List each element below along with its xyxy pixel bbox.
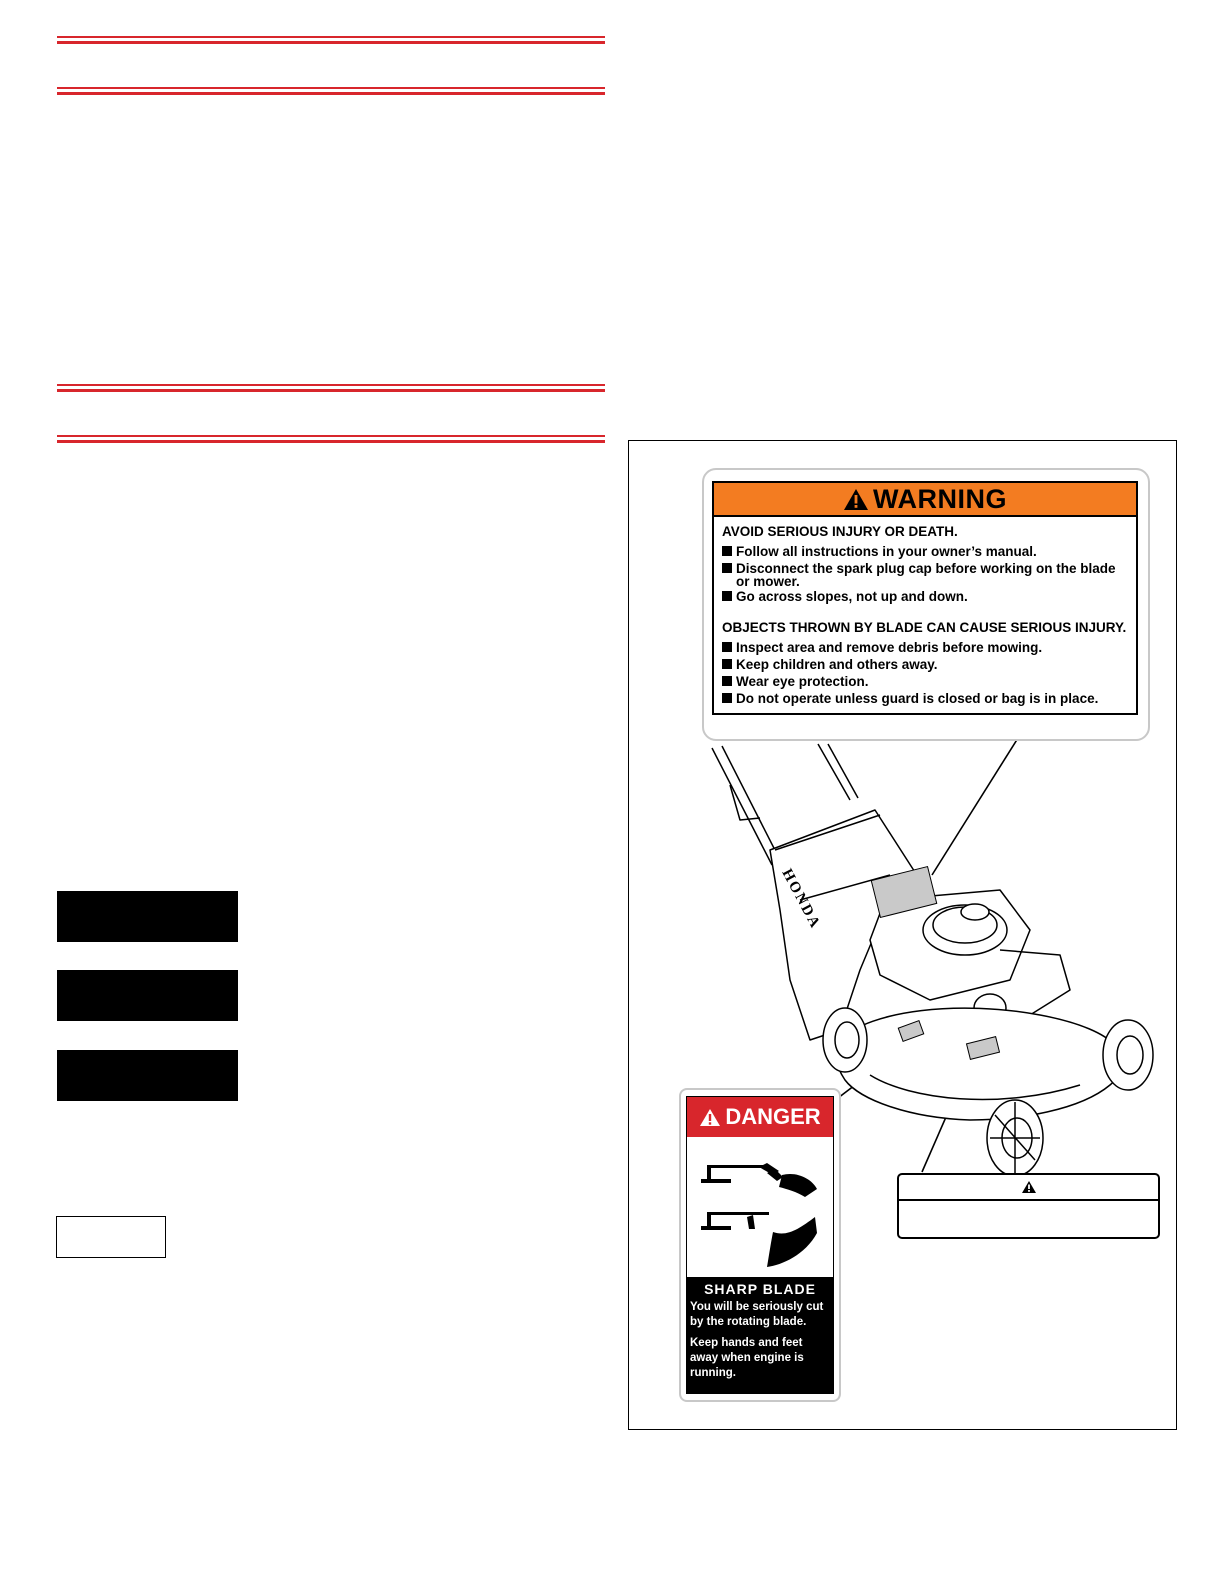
warning-header <box>714 483 1136 517</box>
warning-item: Do not operate unless guard is closed or bag is in place. <box>722 690 1128 707</box>
warning-heading: AVOID SERIOUS INJURY OR DEATH. <box>722 524 958 539</box>
danger-label <box>679 1088 841 1402</box>
alert-triangle-icon <box>1021 1180 1037 1194</box>
section-rule <box>57 435 605 444</box>
warning-item: Follow all instructions in your owner’s manual. <box>722 543 1128 560</box>
warning-item: Go across slopes, not up and down. <box>722 588 1128 605</box>
danger-title: SHARP BLADE <box>704 1281 816 1297</box>
alert-triangle-icon <box>699 1108 721 1127</box>
redacted-block <box>57 891 238 942</box>
warning-signal-word: WARNING <box>873 483 1007 514</box>
warning-item: Wear eye protection. <box>722 673 1128 690</box>
warning-item: Inspect area and remove debris before mowing. <box>722 639 1128 656</box>
warning-item: Disconnect the spark plug cap before working on the blade or mower. <box>722 560 1128 588</box>
alert-triangle-icon <box>843 488 869 511</box>
hand-cut-icon <box>687 1137 837 1275</box>
warning-heading: OBJECTS THROWN BY BLADE CAN CAUSE SERIOUS INJURY. <box>722 620 1127 635</box>
warning-item: Keep children and others away. <box>722 656 1128 673</box>
section-rule <box>57 384 605 393</box>
danger-signal-word: DANGER <box>725 1104 821 1129</box>
mower-brand: HONDA <box>778 866 824 933</box>
redacted-block <box>57 970 238 1021</box>
redacted-block <box>57 1050 238 1101</box>
warning-label <box>702 468 1150 741</box>
empty-box <box>56 1216 166 1258</box>
section-rule <box>57 87 605 96</box>
section-rule <box>57 36 605 45</box>
danger-text: You will be seriously cut by the rotating blade. <box>690 1301 824 1328</box>
caution-label <box>897 1173 1160 1239</box>
caution-header <box>899 1175 1158 1201</box>
blade-hazard-pictogram <box>687 1137 833 1275</box>
danger-text: Keep hands and feet away when engine is running. <box>690 1337 804 1379</box>
danger-header <box>687 1097 833 1137</box>
